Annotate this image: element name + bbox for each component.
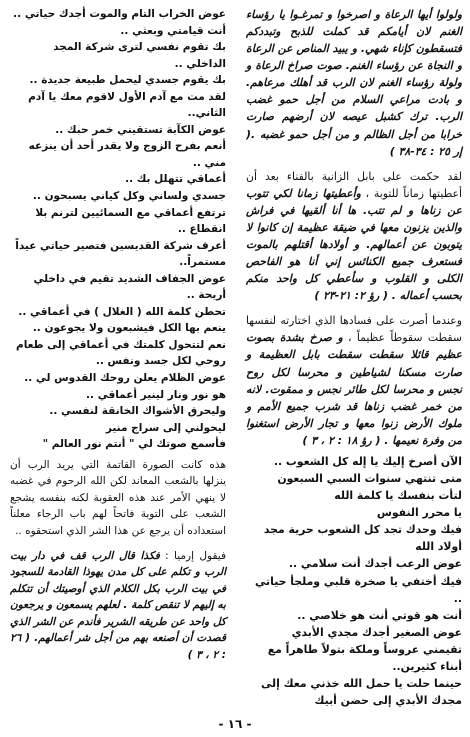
prayer-line: ترتفع أعماقي مع السمائيين لترنم بلا انقطاع .. — [35, 206, 226, 236]
prayer-line: أنت هو قوتي أنت هو خلاصي .. — [297, 608, 462, 622]
prayer-line: بك تقوم نفسي لترى شركة المجد الداخلي .. — [53, 41, 226, 70]
prayer-line: هو نور ونار لينير أعماقي .. — [86, 388, 226, 401]
prayer-line: جسدي ولساني وكل كياني يسبحون .. — [32, 190, 226, 203]
page-number: - ١٦ - — [218, 717, 252, 731]
prayer-line: عوض الخراب التام والموت أجدك حياتي .. — [13, 8, 226, 20]
right-column — [246, 6, 462, 709]
prayer-line: أنعم بفرح الزوج ولا يقدر أحد أن ينزعه مني .. — [28, 140, 226, 169]
prayer-line: متى تنتهي سنوات السبي السبعون — [277, 472, 462, 486]
prayer-line: تحطن كلمة الله ( الغلال ) في أعماقي .. — [18, 305, 226, 318]
scripture-quote-jeremiah-25: ولولوا أيها الرعاة و اصرخوا و تمرغـوا يا رؤساء الغنم لان أيامكم قد كملت للذبح وتبددكم فتسقطون كإناء شهي. و يبيد المناص عن الرعاة و النجاة عن رؤساء الغنم. صوت صراخ الرعاة و ولولة رؤساء الغنم لان الرب قد أهلك مرعاهم. و بادت مراعي السلام من أجل حمو غضب الرب. ترك كشبل عيصه لان أرضهم صارت خرابا من أجل الظالم و من أجل حمو غضبه .( إر ٢٥ : ٣٤-٣٨ ) — [246, 8, 462, 158]
prayer-line: فأسمع صوتك لي " أنتم نور العالم " — [42, 438, 226, 451]
paragraph-jeremiah-says — [10, 548, 226, 664]
prayer-line: لقد مت مع آدم الأول لاقوم معك يا آدم الثاني.. — [28, 90, 226, 120]
prayer-line: وليحرق الأشواك الخانقة لنفسي .. — [49, 405, 226, 418]
prayer-line: تقيمني عروساً وملكة بتولاً طاهراً مع أبناء كثيرين.. — [267, 642, 462, 673]
scripture-quote-revelation-2: وأعطيتها زمانا لكي تتوب عن زناها و لم تتب. ها أنا ألقيها في فراش والذين يزنون معها في ضيقة عظيمة إن كانوا لا يتوبون عن أعمالهم. و أولادها أقتلهم بالموت فستعرف جميع الكنائس إني أنا هو الفاحص الكلى و القلوب و سأعطي كل واحد منكم بحسب أعماله . ( رؤ ٢: ٢١-٢٣ ) — [246, 186, 462, 303]
prayer-lines-right — [246, 453, 462, 709]
prayer-line: بك يقوم جسدي ليحمل طبيعة جديدة .. — [29, 74, 226, 87]
scripture-quote-jeremiah-26: فكذا قال الرب قف في دار بيت الرب و تكلم على كل مدن يهوذا القادمة للسجود في بيت الرب بكل الكلام الذي أوصيتك أن تتكلم به إليهم لا تنقص كلمة . لعلهم يسمعون و يرجعون كل واحد عن طريقه الشرير فأندم عن الشر الذي قصدت أن أصنعه بهم من أجل شر أعمالهم. ( ٢٦ : ٢ ، ٣ ) — [10, 549, 226, 661]
paragraph-text: وعندما أصرت على فسادها الذي اختارته لنفسها سقطت سقوطاً عظيماً ، — [246, 314, 462, 345]
paragraph-babylon-fall — [246, 312, 462, 449]
prayer-line: يا محرر النفوس — [376, 506, 462, 520]
prayer-lines-left — [10, 6, 226, 453]
prayer-line: أعرف شركة القديسين فتصير حياتي عيداً مستمراً.. — [15, 239, 226, 269]
prayer-line: لتأت بنفسك يا كلمة الله — [334, 489, 462, 503]
prayer-line: الآن أصرخ إليك يا إله كل الشعوب .. — [273, 454, 462, 468]
prayer-line: أعماقي تتهلل بك .. — [125, 173, 226, 186]
prayer-line: ليحولني إلى سراج منير — [105, 421, 226, 434]
paragraph-hope-of-repentance: هذه كانت الصورة القاتمة التي يريد الرب أن ينزلها بالشعب المعاند لكن الله الرحوم في غضبه لا ينهي الأمر عند هذه العقوبة لكنه بنفسه يشجع الشعب على التوبة فاتحاً لهم باب الرجاء معلناً استعداده أن يرجع عن هذا الشر الذي استحقوه .. — [10, 458, 226, 537]
prayer-line: فيك وحدك تجد كل الشعوب حرية مجد أولاد الله — [263, 523, 462, 554]
prayer-line: أنت قيامتي وبعثي .. — [120, 24, 226, 37]
prayer-line: عوض الصغير أجدك مجدي الأبدي — [291, 625, 462, 639]
prayer-line: عوض الرعب أجدك أنت سلامي .. — [288, 557, 462, 571]
prayer-line: حينما حلت يا حمل الله خذني معك إلى مجدك الأبدي إلى حضن أبيك — [261, 676, 462, 708]
paragraph-text: لقد حكمت على بابل الزانية بالفناء بعد أن أعطيتها زماناً للتوبة ، — [246, 169, 462, 200]
paragraph-text: فيقول إرميا : — [159, 549, 226, 562]
prayer-line: نعم لتتحول كلمتك في أعماقي إلى طعام روحي لكل جسد ونفس .. — [16, 338, 226, 368]
prayer-line: عوض الظلام يعلن روحك القدوس لي .. — [24, 372, 226, 385]
prayer-line: ينعم بها الكل فيشبعون ولا يجوعون .. — [32, 322, 226, 335]
prayer-line: فيك أختفي يا صخرة قلبي وملجأ حياتي .. — [255, 574, 462, 605]
prayer-line: عوض الجفاف الشديد تقيم في داخلي أريحة .. — [33, 272, 226, 302]
scripture-quote-revelation-18: و صرخ بشدة بصوت عظيم قائلا سقطت سقطت بابل العظيمة و صارت مسكنا لشياطين و محرسا لكل روح نجس و محرسا لكل طائر نجس و ممقوت. لانه من خمر غضب زناها قد شرب جميع الأمم و ملوك الأرض زنوا معها و تجار الأرض استغنوا من وفرة نعيمها . ( رؤ ١٨ : ٢ ، ٣ ) — [246, 331, 462, 447]
paragraph-babylon-repentance — [246, 168, 462, 305]
left-column — [10, 6, 226, 663]
prayer-line: عوض الكآبة تستقيني خمر حبك .. — [55, 123, 226, 136]
